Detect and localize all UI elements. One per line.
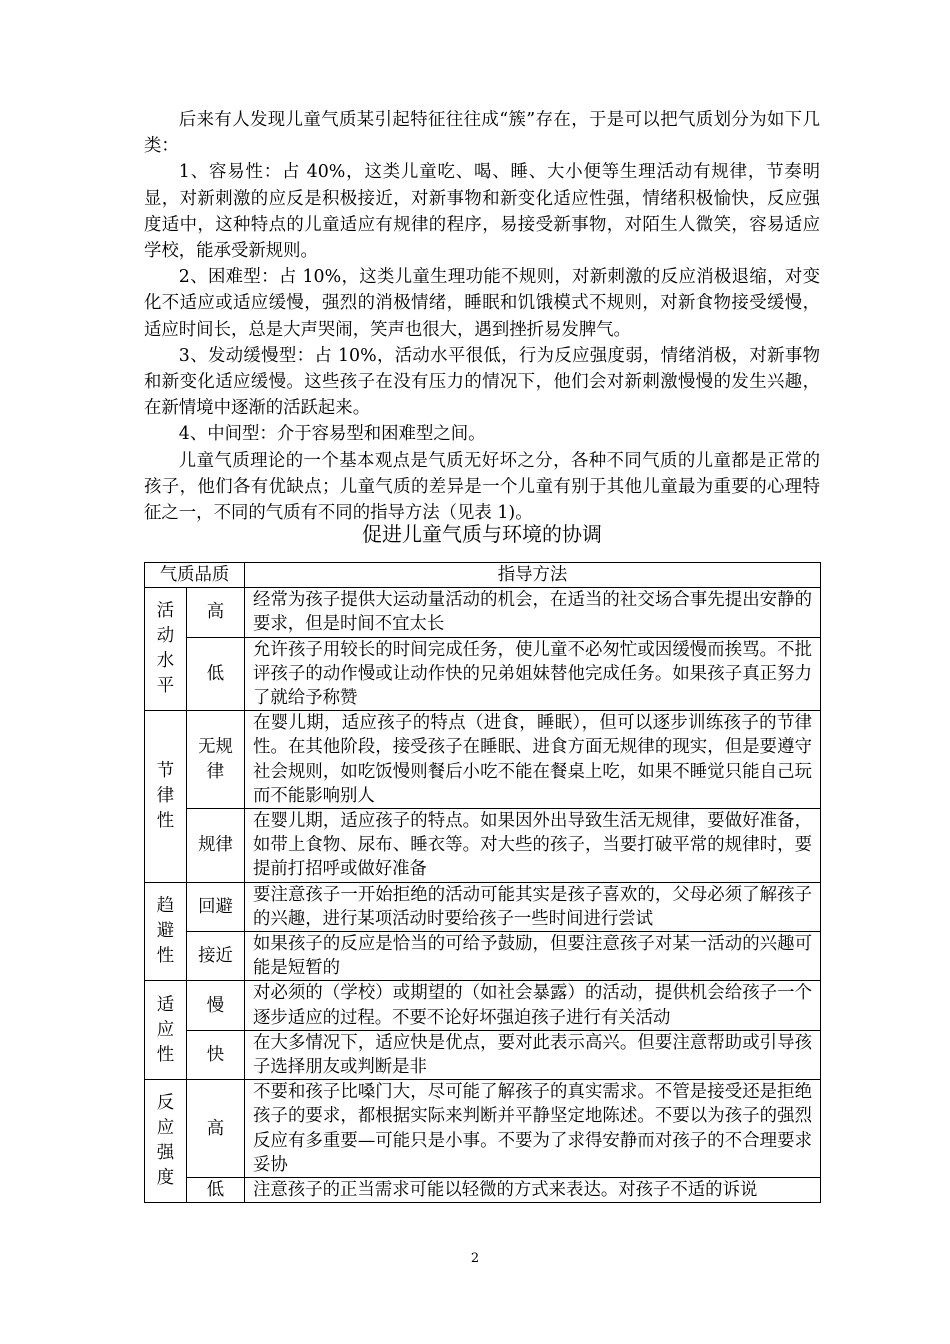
- level-label: 接近: [198, 946, 233, 967]
- guidance-text: 注意孩子的正当需求可能以轻微的方式来表达。对孩子不适的诉说: [245, 1178, 821, 1203]
- level-cell: [187, 882, 245, 931]
- level-label: 无规律: [198, 737, 233, 782]
- level-cell: [187, 1178, 245, 1203]
- category-label: 节律性: [156, 760, 175, 831]
- guidance-text: 对必须的（学校）或期望的（如社会暴露）的活动，提供机会给孩子一个逐步适应的过程。不要不论好坏强迫孩子进行有关活动: [245, 981, 821, 1030]
- level-label: 规律: [198, 835, 233, 856]
- level-label: 低: [206, 1180, 225, 1201]
- table-row: [145, 1030, 821, 1079]
- guidance-table: [144, 562, 821, 1203]
- paragraph-difficult-type: 2、困难型：占 10%，这类儿童生理功能不规则，对新刺激的反应消极退缩，对变化不适应或适应缓慢，强烈的消极情绪，睡眠和饥饿模式不规则，对新食物接受缓慢，适应时间长，总是大声哭闹，笑声也很大，遇到挫折易发脾气。: [144, 267, 820, 340]
- table-row: [145, 588, 821, 637]
- table-row: [145, 932, 821, 981]
- guidance-text: 在大多情况下，适应快是优点，要对此表示高兴。但要注意帮助或引导孩子选择朋友或判断是非: [245, 1030, 821, 1079]
- paragraph-easy-type: 1、容易性：占 40%，这类儿童吃、喝、睡、大小便等生理活动有规律，节奏明显，对新刺激的应反是积极接近，对新事物和新变化适应性强，情绪积极愉快，反应强度适中，这种特点的儿童适应有规律的程序，易接受新事物，对陌生人微笑，容易适应学校，能承受新规则。: [144, 162, 820, 262]
- level-label: 快: [206, 1044, 225, 1065]
- category-cell: [145, 588, 187, 711]
- guidance-text: 要注意孩子一开始拒绝的活动可能其实是孩子喜欢的，父母必须了解孩子的兴趣，进行某项活动时要给孩子一些时间进行尝试: [245, 882, 821, 931]
- category-label: 活动水平: [156, 601, 175, 697]
- level-cell: [187, 588, 245, 637]
- level-cell: [187, 711, 245, 809]
- guidance-text: 经常为孩子提供大运动量活动的机会，在适当的社交场合事先提出安静的要求，但是时间不宜太长: [245, 588, 821, 637]
- table-row: [145, 1080, 821, 1178]
- table-title: 促进儿童气质与环境的协调: [362, 522, 602, 546]
- table-row: [145, 809, 821, 883]
- level-cell: [187, 1080, 245, 1178]
- category-cell: [145, 1080, 187, 1203]
- page-number: 2: [470, 1251, 480, 1266]
- paragraph-slow-to-warm-type: 3、发动缓慢型：占 10%，活动水平很低，行为反应强度弱，情绪消极，对新事物和新变化适应缓慢。这些孩子在没有压力的情况下，他们会对新刺激慢慢的发生兴趣，在新情境中逐渐的活跃起来。: [144, 345, 820, 419]
- guidance-text: 在婴儿期，适应孩子的特点。如果因外出导致生活无规律，要做好准备，如带上食物、尿布、睡衣等。对大些的孩子，当要打破平常的规律时，要提前打招呼或做好准备: [245, 809, 821, 883]
- level-label: 低: [206, 663, 225, 684]
- paragraph-intermediate-type: 4、中间型：介于容易型和困难型之间。: [178, 424, 486, 445]
- category-cell: [145, 882, 187, 981]
- header-guidance-method: 指导方法: [245, 563, 821, 588]
- table-row: [145, 1178, 821, 1203]
- level-label: 高: [206, 602, 225, 623]
- category-label: 适应性: [156, 994, 175, 1065]
- level-label: 慢: [206, 995, 225, 1016]
- body-text: [144, 107, 820, 526]
- level-cell: [187, 1030, 245, 1079]
- guidance-text: 在婴儿期，适应孩子的特点（进食，睡眠），但可以逐步训练孩子的节律性。在其他阶段，接受孩子在睡眠、进食方面无规律的现实，但是要遵守社会规则，如吃饭慢则餐后小吃不能在餐桌上吃，如果不睡觉只能自己玩而不能影响别人: [245, 711, 821, 809]
- level-label: 高: [206, 1118, 225, 1139]
- table-row: [145, 711, 821, 809]
- category-label: 反应强度: [156, 1093, 175, 1189]
- level-cell: [187, 981, 245, 1030]
- table-row: [145, 637, 821, 711]
- table-header-row: [145, 563, 821, 588]
- header-temperament-quality: 气质品质: [145, 563, 245, 588]
- guidance-text: 允许孩子用较长的时间完成任务，使儿童不必匆忙或因缓慢而挨骂。不批评孩子的动作慢或让动作快的兄弟姐妹替他完成任务。如果孩子真正努力了就给予称赞: [245, 637, 821, 711]
- guidance-text: 不要和孩子比嗓门大，尽可能了解孩子的真实需求。不管是接受还是拒绝孩子的要求，都根据实际来判断并平静坚定地陈述。不要以为孩子的强烈反应有多重要—可能只是小事。不要为了求得安静而对孩子的不合理要求妥协: [245, 1080, 821, 1178]
- table-row: [145, 882, 821, 931]
- category-label: 趋避性: [156, 896, 175, 967]
- table-row: [145, 981, 821, 1030]
- level-cell: [187, 637, 245, 711]
- guidance-text: 如果孩子的反应是恰当的可给予鼓励，但要注意孩子对某一活动的兴趣可能是短暂的: [245, 932, 821, 981]
- level-cell: [187, 809, 245, 883]
- level-label: 回避: [198, 896, 233, 917]
- level-cell: [187, 932, 245, 981]
- category-cell: [145, 981, 187, 1080]
- paragraph-theory: 儿童气质理论的一个基本观点是气质无好坏之分，各种不同气质的儿童都是正常的孩子，他们各有优缺点；儿童气质的差异是一个儿童有别于其他儿童最为重要的心理特征之一，不同的气质有不同的指导方法（见表 1)。: [144, 450, 820, 524]
- category-cell: [145, 711, 187, 882]
- paragraph-intro: 后来有人发现儿童气质某引起特征往往成“簇”存在，于是可以把气质划分为如下几类：: [144, 110, 820, 157]
